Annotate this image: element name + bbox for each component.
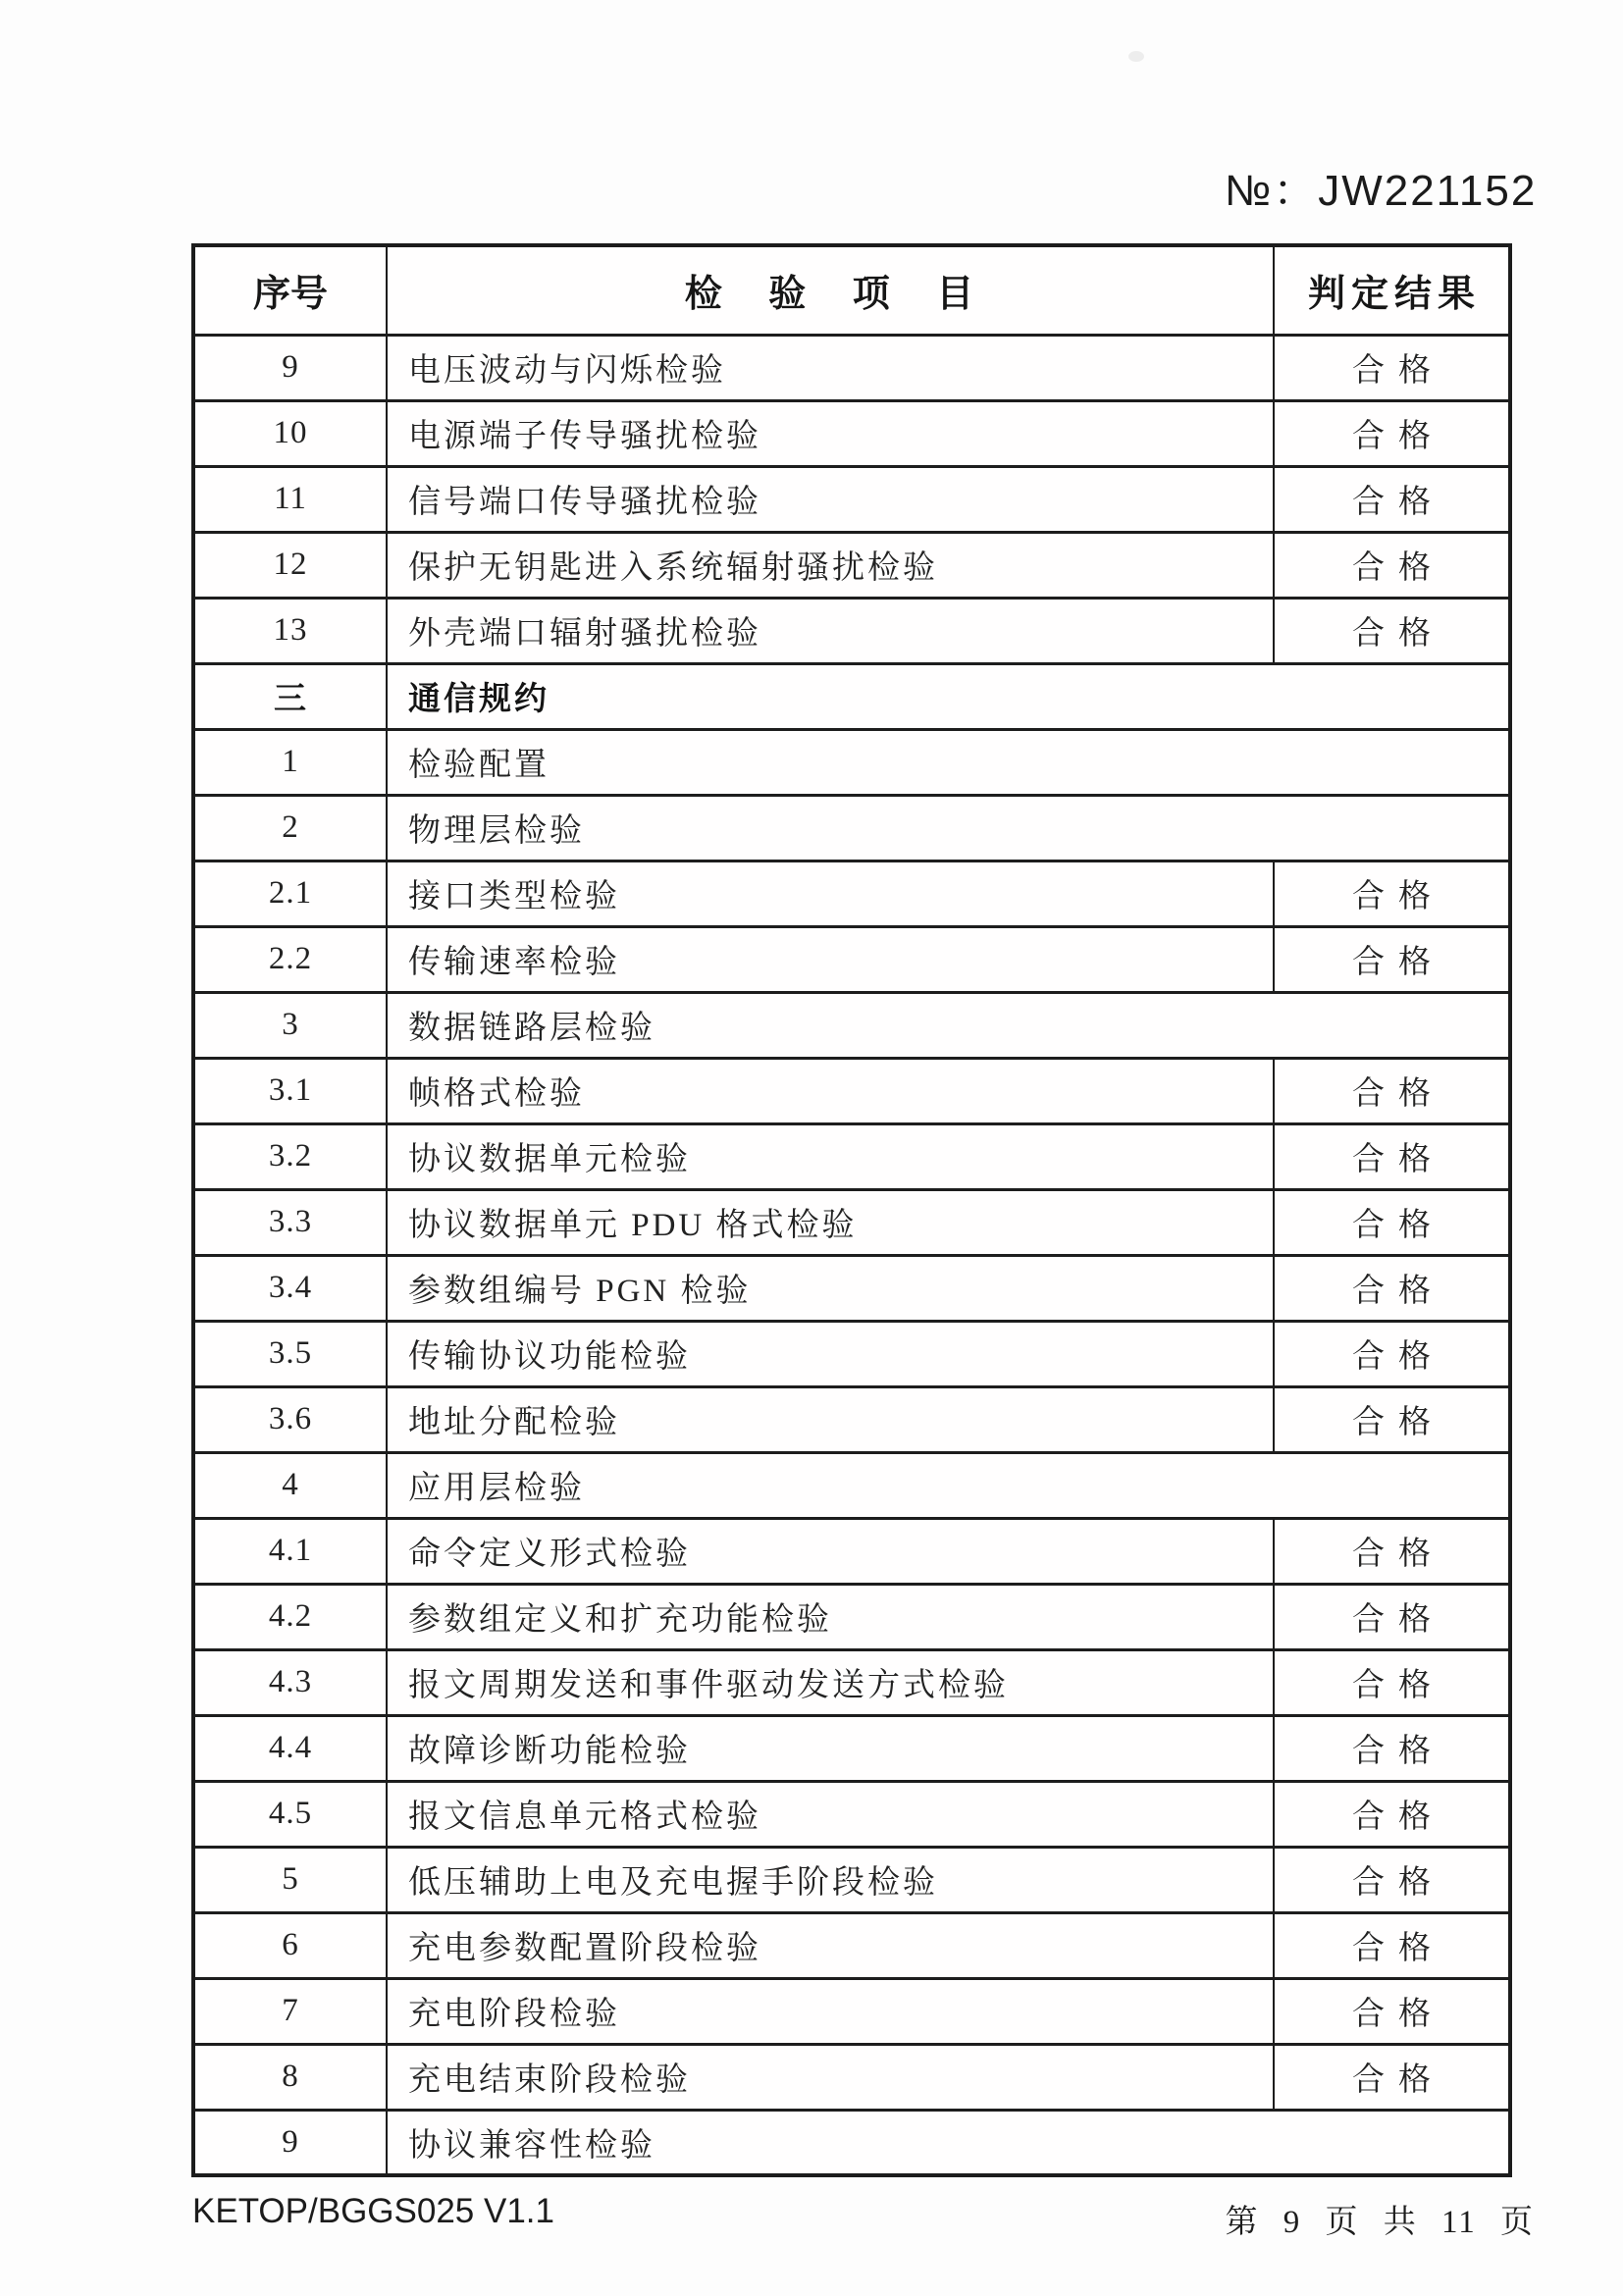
row-index-cell: 2	[193, 795, 387, 861]
row-result-cell: 合格	[1274, 532, 1510, 598]
table-row	[193, 1058, 1510, 1123]
header-item: 检 验 项 目	[387, 245, 1274, 335]
row-result-cell: 合格	[1274, 466, 1510, 532]
section-row	[193, 663, 1510, 729]
table-row	[193, 992, 1510, 1058]
row-item-cell: 传输协议功能检验	[387, 1321, 1274, 1386]
row-index-cell: 三	[193, 663, 387, 729]
row-index-cell: 13	[193, 598, 387, 663]
row-item-cell: 充电阶段检验	[387, 1978, 1274, 2044]
row-result-cell: 合格	[1274, 1715, 1510, 1781]
table-row	[193, 400, 1510, 466]
row-result-cell: 合格	[1274, 1255, 1510, 1321]
row-item-cell: 命令定义形式检验	[387, 1518, 1274, 1584]
row-index-cell: 4.5	[193, 1781, 387, 1847]
row-index-cell: 10	[193, 400, 387, 466]
row-item-cell: 协议数据单元检验	[387, 1123, 1274, 1189]
row-item-cell: 电源端子传导骚扰检验	[387, 400, 1274, 466]
row-index-cell: 4.1	[193, 1518, 387, 1584]
row-result-cell: 合格	[1274, 1321, 1510, 1386]
table-body	[193, 335, 1510, 2175]
row-item-cell: 故障诊断功能检验	[387, 1715, 1274, 1781]
row-index-cell: 2.2	[193, 926, 387, 992]
row-item-cell: 传输速率检验	[387, 926, 1274, 992]
table-header	[193, 245, 1510, 335]
header-result: 判定结果	[1274, 245, 1510, 335]
row-result-cell: 合格	[1274, 926, 1510, 992]
table-row	[193, 729, 1510, 795]
row-index-cell: 3.6	[193, 1386, 387, 1452]
row-result-cell: 合格	[1274, 2044, 1510, 2110]
scan-artifact	[1128, 51, 1144, 62]
header-index: 序号	[193, 245, 387, 335]
row-item-cell: 电压波动与闪烁检验	[387, 335, 1274, 400]
table-row	[193, 795, 1510, 861]
row-item-cell: 报文周期发送和事件驱动发送方式检验	[387, 1649, 1274, 1715]
row-index-cell: 4	[193, 1452, 387, 1518]
row-result-cell: 合格	[1274, 1123, 1510, 1189]
document-number: №：JW221152	[1225, 167, 1538, 215]
row-item-cell: 低压辅助上电及充电握手阶段检验	[387, 1847, 1274, 1912]
row-item-cell: 检验配置	[387, 729, 1510, 795]
table-row	[193, 1715, 1510, 1781]
row-result-cell: 合格	[1274, 1847, 1510, 1912]
row-item-cell: 物理层检验	[387, 795, 1510, 861]
row-result-cell: 合格	[1274, 1058, 1510, 1123]
table-row	[193, 861, 1510, 926]
row-result-cell: 合格	[1274, 1584, 1510, 1649]
table-row	[193, 1452, 1510, 1518]
row-index-cell: 8	[193, 2044, 387, 2110]
row-index-cell: 5	[193, 1847, 387, 1912]
row-result-cell: 合格	[1274, 1386, 1510, 1452]
row-item-cell: 数据链路层检验	[387, 992, 1510, 1058]
row-index-cell: 3.5	[193, 1321, 387, 1386]
row-index-cell: 6	[193, 1912, 387, 1978]
row-item-cell: 信号端口传导骚扰检验	[387, 466, 1274, 532]
table-row	[193, 1321, 1510, 1386]
table-row	[193, 1781, 1510, 1847]
row-item-cell: 外壳端口辐射骚扰检验	[387, 598, 1274, 663]
row-index-cell: 9	[193, 2110, 387, 2175]
row-item-cell: 参数组定义和扩充功能检验	[387, 1584, 1274, 1649]
table-row	[193, 1584, 1510, 1649]
table-row	[193, 1255, 1510, 1321]
row-index-cell: 4.2	[193, 1584, 387, 1649]
footer-form-code: KETOP/BGGS025 V1.1	[192, 2192, 554, 2230]
row-result-cell: 合格	[1274, 335, 1510, 400]
row-item-cell: 充电结束阶段检验	[387, 2044, 1274, 2110]
row-result-cell: 合格	[1274, 1978, 1510, 2044]
row-item-cell: 报文信息单元格式检验	[387, 1781, 1274, 1847]
row-index-cell: 3.2	[193, 1123, 387, 1189]
table-row	[193, 466, 1510, 532]
row-index-cell: 1	[193, 729, 387, 795]
row-result-cell: 合格	[1274, 1649, 1510, 1715]
row-result-cell: 合格	[1274, 1781, 1510, 1847]
row-item-cell: 协议兼容性检验	[387, 2110, 1510, 2175]
row-index-cell: 3	[193, 992, 387, 1058]
row-result-cell: 合格	[1274, 1912, 1510, 1978]
table-row	[193, 2044, 1510, 2110]
row-index-cell: 7	[193, 1978, 387, 2044]
table-row	[193, 532, 1510, 598]
table-row	[193, 926, 1510, 992]
row-index-cell: 11	[193, 466, 387, 532]
row-item-cell: 通信规约	[387, 663, 1510, 729]
table-row	[193, 1978, 1510, 2044]
table-row	[193, 1123, 1510, 1189]
table-row	[193, 1649, 1510, 1715]
row-index-cell: 3.3	[193, 1189, 387, 1255]
row-index-cell: 3.4	[193, 1255, 387, 1321]
table-row	[193, 2110, 1510, 2175]
row-item-cell: 帧格式检验	[387, 1058, 1274, 1123]
table-row	[193, 1518, 1510, 1584]
row-result-cell: 合格	[1274, 1518, 1510, 1584]
footer-page-number: 第 9 页 共 11 页	[1225, 2205, 1535, 2240]
row-item-cell: 应用层检验	[387, 1452, 1510, 1518]
row-item-cell: 协议数据单元 PDU 格式检验	[387, 1189, 1274, 1255]
row-index-cell: 9	[193, 335, 387, 400]
table-row	[193, 1386, 1510, 1452]
row-result-cell: 合格	[1274, 1189, 1510, 1255]
row-item-cell: 充电参数配置阶段检验	[387, 1912, 1274, 1978]
row-index-cell: 4.4	[193, 1715, 387, 1781]
header-row	[193, 245, 1510, 335]
table-row	[193, 1847, 1510, 1912]
row-item-cell: 地址分配检验	[387, 1386, 1274, 1452]
row-item-cell: 接口类型检验	[387, 861, 1274, 926]
row-result-cell: 合格	[1274, 400, 1510, 466]
row-index-cell: 3.1	[193, 1058, 387, 1123]
table-row	[193, 335, 1510, 400]
row-result-cell: 合格	[1274, 861, 1510, 926]
table-row	[193, 598, 1510, 663]
row-item-cell: 参数组编号 PGN 检验	[387, 1255, 1274, 1321]
row-index-cell: 4.3	[193, 1649, 387, 1715]
row-item-cell: 保护无钥匙进入系统辐射骚扰检验	[387, 532, 1274, 598]
table-row	[193, 1189, 1510, 1255]
row-result-cell: 合格	[1274, 598, 1510, 663]
table-row	[193, 1912, 1510, 1978]
row-index-cell: 2.1	[193, 861, 387, 926]
row-index-cell: 12	[193, 532, 387, 598]
inspection-result-table	[191, 243, 1512, 2177]
